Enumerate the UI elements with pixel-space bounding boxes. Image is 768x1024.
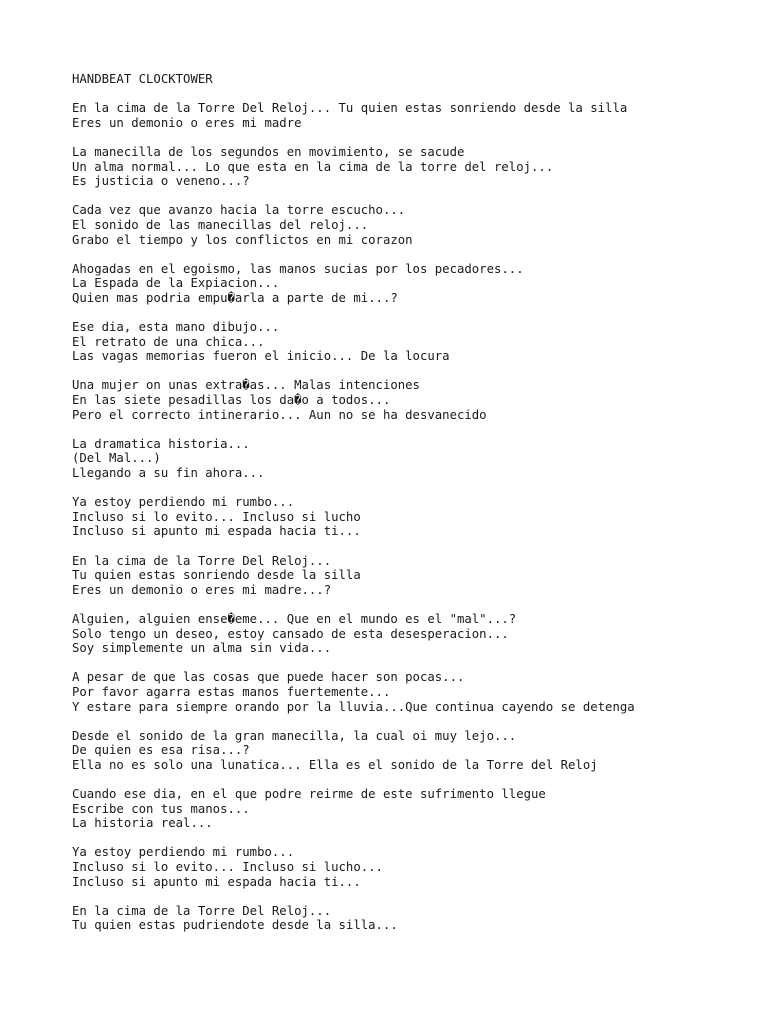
stanza-list: [72, 101, 762, 933]
text-line: Incluso si apunto mi espada hacia ti...: [72, 874, 361, 889]
text-line: Ahogadas en el egoismo, las manos sucias por los pecadores...: [72, 261, 524, 276]
stanza: [72, 904, 762, 933]
text-line: Y estare para siempre orando por la lluvia...Que continua cayendo se detenga: [72, 699, 635, 714]
text-line: Cuando ese dia, en el que podre reirme de este sufrimento llegue: [72, 787, 546, 802]
text-line: En la cima de la Torre Del Reloj... Tu quien estas sonriendo desde la silla: [72, 101, 628, 116]
text-line: Ese dia, esta mano dibujo...: [72, 320, 280, 335]
text-line: Desde el sonido de la gran manecilla, la cual oi muy lejo...: [72, 728, 517, 743]
text-line: Solo tengo un deseo, estoy cansado de esta desesperacion...: [72, 626, 509, 641]
text-line: Incluso si lo evito... Incluso si lucho...: [72, 860, 383, 875]
stanza: [72, 320, 762, 364]
text-line: Grabo el tiempo y los conflictos en mi corazon: [72, 232, 413, 247]
stanza: [72, 670, 762, 714]
stanza: [72, 101, 762, 130]
lyrics-text: [72, 72, 762, 933]
stanza: [72, 203, 762, 247]
text-line: En las siete pesadillas los da�o a todos...: [72, 393, 391, 408]
text-line: Eres un demonio o eres mi madre: [72, 115, 302, 130]
text-line: La historia real...: [72, 816, 213, 831]
text-line: Cada vez que avanzo hacia la torre escucho...: [72, 203, 406, 218]
text-line: (Del Mal...): [72, 451, 161, 466]
text-line: Tu quien estas sonriendo desde la silla: [72, 568, 361, 583]
text-line: Tu quien estas pudriendote desde la silla...: [72, 918, 398, 933]
text-line: El retrato de una chica...: [72, 334, 265, 349]
stanza: [72, 378, 762, 422]
stanza: [72, 845, 762, 889]
text-line: Soy simplemente un alma sin vida...: [72, 641, 332, 656]
stanza: [72, 612, 762, 656]
stanza: [72, 262, 762, 306]
text-line: Ella no es solo una lunatica... Ella es el sonido de la Torre del Reloj: [72, 757, 598, 772]
text-line: Ya estoy perdiendo mi rumbo...: [72, 495, 295, 510]
text-line: En la cima de la Torre Del Reloj...: [72, 903, 332, 918]
stanza: [72, 554, 762, 598]
text-line: El sonido de las manecillas del reloj...: [72, 217, 369, 232]
text-line: Eres un demonio o eres mi madre...?: [72, 582, 332, 597]
text-line: En la cima de la Torre Del Reloj...: [72, 553, 332, 568]
text-line: Ya estoy perdiendo mi rumbo...: [72, 845, 295, 860]
text-line: Incluso si apunto mi espada hacia ti...: [72, 524, 361, 539]
text-line: Pero el correcto intinerario... Aun no se ha desvanecido: [72, 407, 487, 422]
text-line: A pesar de que las cosas que puede hacer son pocas...: [72, 670, 465, 685]
text-line: La Espada de la Expiacion...: [72, 276, 280, 291]
stanza: [72, 787, 762, 831]
text-line: Las vagas memorias fueron el inicio... De la locura: [72, 349, 450, 364]
text-line: De quien es esa risa...?: [72, 743, 250, 758]
stanza: [72, 729, 762, 773]
text-line: La manecilla de los segundos en movimiento, se sacude: [72, 144, 465, 159]
text-line: Llegando a su fin ahora...: [72, 466, 265, 481]
document-title: HANDBEAT CLOCKTOWER: [72, 72, 213, 86]
text-line: Alguien, alguien ense�eme... Que en el mundo es el "mal"...?: [72, 611, 517, 626]
text-line: Una mujer on unas extra�as... Malas intenciones: [72, 378, 420, 393]
text-line: Es justicia o veneno...?: [72, 174, 250, 189]
text-line: Escribe con tus manos...: [72, 801, 250, 816]
text-line: Incluso si lo evito... Incluso si lucho: [72, 509, 361, 524]
text-line: Por favor agarra estas manos fuertemente...: [72, 684, 391, 699]
text-line: Un alma normal... Lo que esta en la cima de la torre del reloj...: [72, 159, 554, 174]
stanza: [72, 437, 762, 481]
text-line: La dramatica historia...: [72, 436, 250, 451]
stanza: [72, 145, 762, 189]
stanza: [72, 495, 762, 539]
text-line: Quien mas podria empu�arla a parte de mi...?: [72, 290, 398, 305]
